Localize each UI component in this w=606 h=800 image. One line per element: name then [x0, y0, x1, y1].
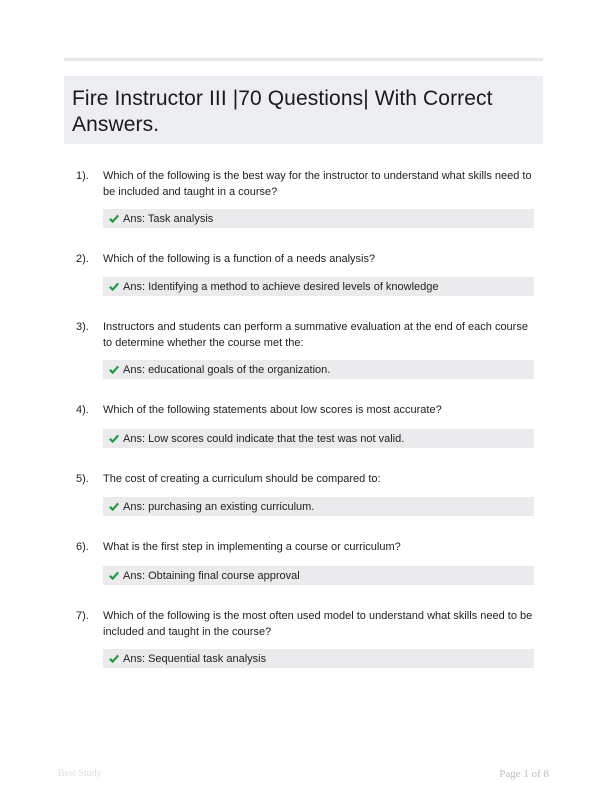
- question-number: 5).: [76, 473, 89, 485]
- question-number: 1).: [76, 170, 89, 182]
- answer-text: Ans: Identifying a method to achieve desired levels of knowledge: [123, 280, 439, 293]
- page-title: Fire Instructor III |70 Questions| With Correct Answers.: [72, 87, 493, 136]
- question-number: 4).: [76, 404, 89, 416]
- checkmark-icon: [109, 434, 119, 443]
- checkmark-icon: [109, 571, 119, 580]
- question-text: Which of the following statements about low scores is most accurate?: [103, 404, 442, 416]
- top-divider: [64, 58, 543, 61]
- question-text: Which of the following is the best way for the instructor to understand what skills need to be included and taught in a course?: [103, 170, 532, 198]
- title-banner: [64, 76, 543, 144]
- question-text: Which of the following is a function of a needs analysis?: [103, 253, 376, 265]
- answer-box: [103, 209, 534, 228]
- checkmark-icon: [109, 282, 119, 291]
- answer-text: Ans: educational goals of the organization.: [123, 363, 331, 376]
- question-number: 6).: [76, 541, 89, 553]
- answer-text: Ans: Task analysis: [123, 212, 214, 225]
- checkmark-icon: [109, 365, 119, 374]
- question-text: Which of the following is the most often used model to understand what skills need to be included and taught in the course?: [103, 610, 533, 638]
- question-text: What is the first step in implementing a course or curriculum?: [103, 541, 401, 553]
- answer-text: Ans: purchasing an existing curriculum.: [123, 500, 315, 513]
- question-number: 3).: [76, 321, 89, 333]
- footer-watermark: Best Study: [58, 768, 102, 779]
- checkmark-icon: [109, 214, 119, 223]
- answer-box: [103, 277, 534, 296]
- question-number: 2).: [76, 253, 89, 265]
- checkmark-icon: [109, 654, 119, 663]
- answer-box: [103, 649, 534, 668]
- answer-text: Ans: Low scores could indicate that the test was not valid.: [123, 432, 405, 445]
- answer-box: [103, 566, 534, 585]
- question-number: 7).: [76, 610, 89, 622]
- answer-box: [103, 497, 534, 516]
- question-text: The cost of creating a curriculum should be compared to:: [103, 473, 381, 485]
- answer-text: Ans: Sequential task analysis: [123, 652, 267, 665]
- checkmark-icon: [109, 502, 119, 511]
- answer-box: [103, 360, 534, 379]
- question-text: Instructors and students can perform a summative evaluation at the end of each course to determine whether the course met the:: [103, 321, 528, 349]
- answer-text: Ans: Obtaining final course approval: [123, 569, 300, 582]
- answer-box: [103, 429, 534, 448]
- page-number: Page 1 of 8: [499, 768, 549, 780]
